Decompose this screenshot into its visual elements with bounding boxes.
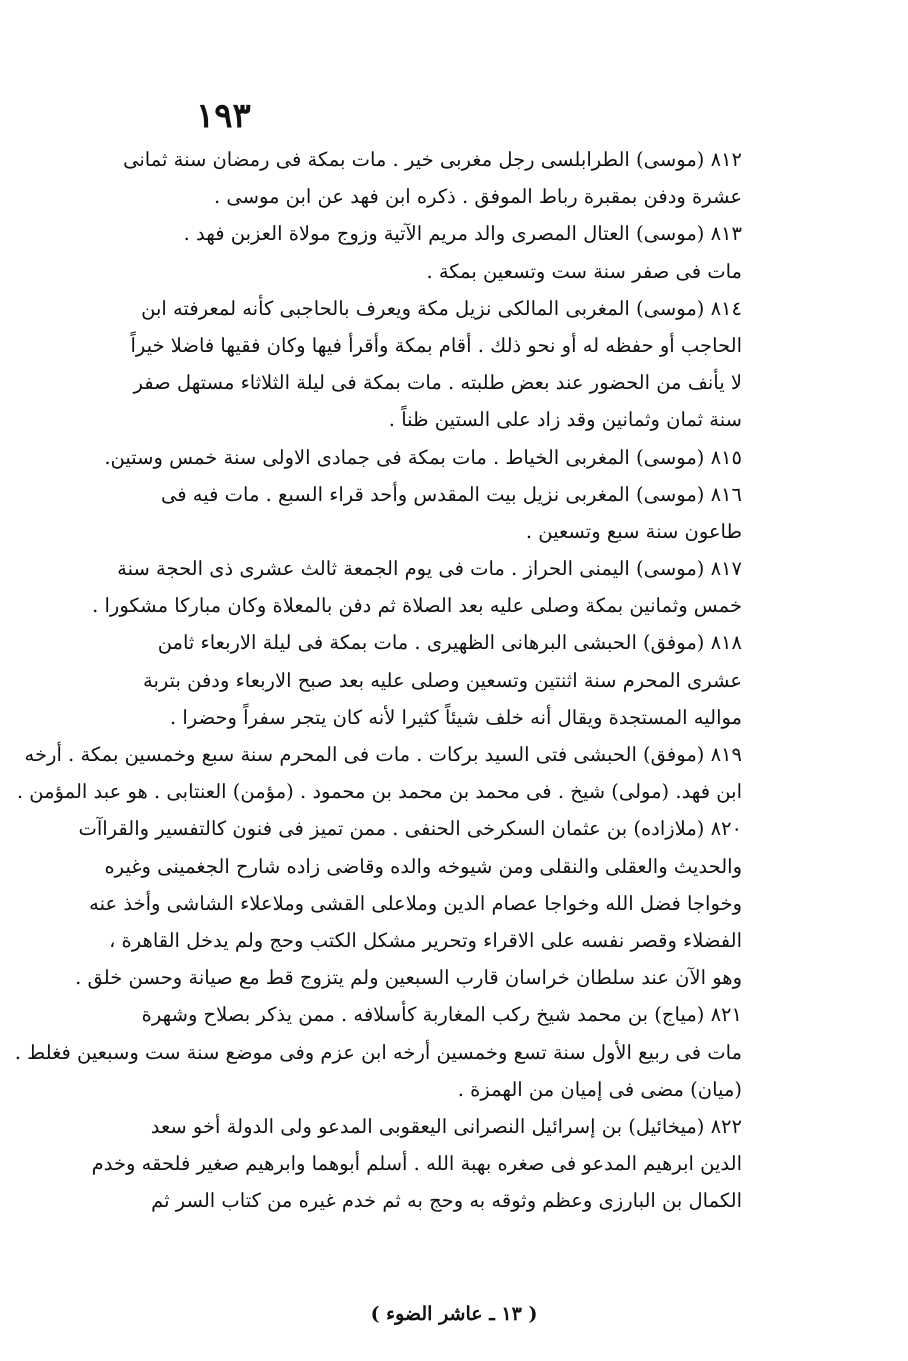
entry-820-line-1: ٨٢٠ (ملازاده) بن عثمان السكرخى الحنفى . ممن تميز فى فنون كالتفسير والقراآت — [78, 817, 742, 841]
entry-819-line-2: ابن فهد. (مولى) شيخ . فى محمد بن محمد بن محمود . (مؤمن) العنتابى . هو عبد المؤمن . — [16, 780, 742, 804]
entry-815-line-1: ٨١٥ (موسى) المغربى الخياط . مات بمكة فى جمادى الاولى سنة خمس وستين. — [104, 445, 742, 469]
page-footer-signature: ( ١٣ ـ عاشر الضوء ) — [370, 1303, 538, 1325]
entry-820-line-5: وهو الآن عند سلطان خراسان قارب السبعين ولم يتزوج قط مع صيانة وحسن خلق . — [75, 966, 742, 990]
entry-813-line-1: ٨١٣ (موسى) العتال المصرى والد مريم الآتية وزوج مولاة العزبن فهد . — [183, 222, 742, 246]
entry-814-line-4: سنة ثمان وثمانين وقد زاد على الستين ظناً . — [388, 408, 742, 432]
entry-818-line-3: مواليه المستجدة ويقال أنه خلف شيئاً كثيرا لأنه كان يتجر سفراً وحضرا . — [170, 705, 742, 729]
entry-822-line-2: الدين ابرهيم المدعو فى صغره بهبة الله . أسلم أبوهما وابرهيم صغير فلحقه وخدم — [91, 1152, 742, 1176]
entry-819-line-1: ٨١٩ (موفق) الحبشى فتى السيد بركات . مات فى المحرم سنة سبع وخمسين بمكة . أرخه — [24, 743, 742, 766]
entry-822-line-3: الكمال بن البارزى وعظم وثوقه به وحج به ثم خدم غيره من كتاب السر ثم — [151, 1189, 742, 1213]
entry-814-line-2: الحاجب أو حفظه له أو نحو ذلك . أقام بمكة وأقرأ فيها وكان فقيها فاضلا خيراً — [130, 333, 742, 357]
entry-817-line-2: خمس وثمانين بمكة وصلى عليه بعد الصلاة ثم دفن بالمعلاة وكان مباركا مشكورا . — [92, 594, 742, 618]
entry-820-line-2: والحديث والعقلى والنقلى ومن شيوخه والده وقاضى زاده شارح الجغمينى وغيره — [104, 854, 742, 878]
entry-816-line-2: طاعون سنة سبع وتسعين . — [525, 519, 742, 543]
entry-821-line-1: ٨٢١ (مياج) بن محمد شيخ ركب المغاربة كأسلافه . ممن يذكر بصلاح وشهرة — [141, 1003, 742, 1027]
entry-813-line-2: مات فى صفر سنة ست وتسعين بمكة . — [426, 259, 742, 283]
entry-820-line-4: الفضلاء وقصر نفسه على الاقراء وتحرير مشكل الكتب وحج ولم يدخل القاهرة ، — [109, 928, 742, 952]
entry-818-line-2: عشرى المحرم سنة اثنتين وتسعين وصلى عليه بعد صبح الاربعاء ودفن بتربة — [142, 668, 742, 692]
entries-text-block — [14, 141, 742, 1219]
entry-821-line-3: (ميان) مضى فى إميان من الهمزة . — [457, 1077, 742, 1101]
entry-820-line-3: وخواجا فضل الله وخواجا عصام الدين وملاعلى القشى وملاعلاء الشاشى وأخذ عنه — [89, 891, 742, 915]
entry-821-line-2: مات فى ربيع الأول سنة تسع وخمسين أرخه ابن عزم وفى موضع سنة ست وسبعين فغلط . — [14, 1040, 742, 1064]
entry-814-line-1: ٨١٤ (موسى) المغربى المالكى نزيل مكة ويعرف بالحاجبى كأنه لمعرفته ابن — [141, 296, 742, 320]
entry-816-line-1: ٨١٦ (موسى) المغربى نزيل بيت المقدس وأحد قراء السبع . مات فيه فى — [161, 482, 742, 506]
entry-817-line-1: ٨١٧ (موسى) اليمنى الحراز . مات فى يوم الجمعة ثالث عشرى ذى الحجة سنة — [117, 557, 742, 581]
entry-812-line-1: ٨١٢ (موسى) الطرابلسى رجل مغربى خير . مات بمكة فى رمضان سنة ثمانى — [123, 148, 742, 171]
entry-818-line-1: ٨١٨ (موفق) الحبشى البرهانى الظهيرى . مات بمكة فى ليلة الاربعاء ثامن — [157, 631, 742, 655]
entry-812-line-2: عشرة ودفن بمقبرة رباط الموفق . ذكره ابن فهد عن ابن موسى . — [213, 185, 742, 209]
page-number: ١٩٣ — [196, 96, 251, 136]
entry-814-line-3: لا يأنف من الحضور عند بعض طلبته . مات بمكة فى ليلة الثلاثاء مستهل صفر — [133, 371, 742, 395]
entry-822-line-1: ٨٢٢ (ميخائيل) بن إسرائيل النصرانى اليعقوبى المدعو ولى الدولة أخو سعد — [150, 1114, 742, 1138]
